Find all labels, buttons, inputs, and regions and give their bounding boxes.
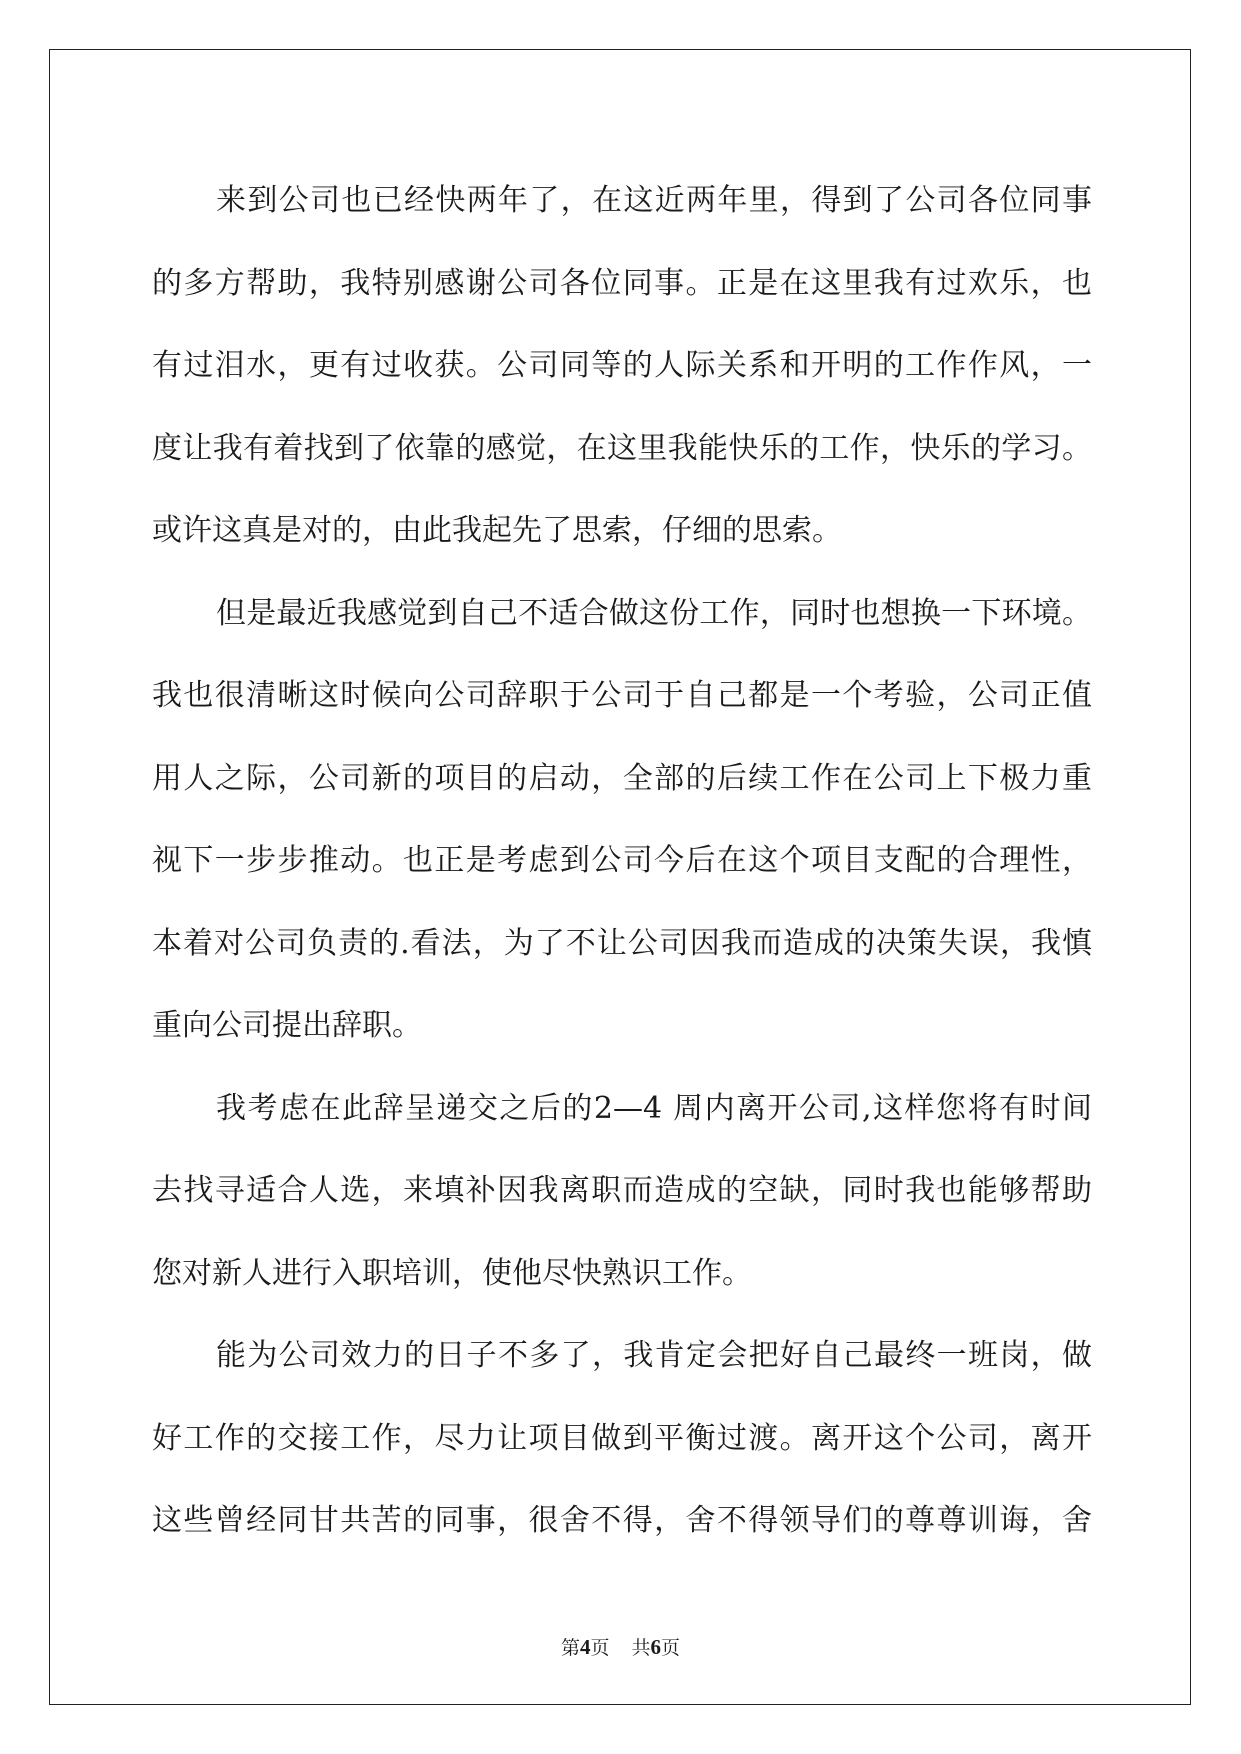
paragraph-2-line-5: 本着对公司负责的.看法，为了不让公司因我而造成的决策失误，我慎: [152, 925, 1092, 961]
footer-total-prefix: 共: [631, 1637, 651, 1659]
paragraph-2-line-6: 重向公司提出辞职。: [152, 1008, 422, 1043]
paragraph-1-line-2: 的多方帮助，我特别感谢公司各位同事。正是在这里我有过欢乐，也: [152, 265, 1092, 301]
paragraph-3-line-3: 您对新人进行入职培训，使他尽快熟识工作。: [152, 1255, 752, 1291]
footer-page-suffix: 页: [590, 1637, 610, 1659]
paragraph-2-line-1: 但是最近我感觉到自己不适合做这份工作，同时也想换一下环境。: [216, 595, 1092, 631]
paragraph-2-line-4: 视下一步步推动。也正是考虑到公司今后在这个项目支配的合理性，: [152, 843, 1092, 878]
page-footer: [0, 1633, 1241, 1660]
paragraph-1-line-5: 或许这真是对的，由此我起先了思索，仔细的思索。: [152, 513, 842, 548]
paragraph-4-line-3: 这些曾经同甘共苦的同事，很舍不得，舍不得领导们的尊尊训诲，舍: [152, 1503, 1092, 1538]
paragraph-3-line-2: 去找寻适合人选，来填补因我离职而造成的空缺，同时我也能够帮助: [152, 1173, 1092, 1208]
paragraph-1-line-4: 度让我有着找到了依靠的感觉，在这里我能快乐的工作，快乐的学习。: [152, 430, 1092, 466]
footer-prefix: 第: [560, 1637, 580, 1659]
paragraph-2-line-3: 用人之际，公司新的项目的启动，全部的后续工作在公司上下极力重: [152, 760, 1092, 796]
current-page-number: 4: [579, 1635, 591, 1659]
footer-total-suffix: 页: [661, 1637, 681, 1659]
total-pages-number: 6: [650, 1635, 662, 1659]
paragraph-2-line-2: 我也很清晰这时候向公司辞职于公司于自己都是一个考验，公司正值: [152, 678, 1092, 713]
paragraph-1-line-3: 有过泪水，更有过收获。公司同等的人际关系和开明的工作作风，一: [152, 348, 1092, 383]
paragraph-4-line-1: 能为公司效力的日子不多了，我肯定会把好自己最终一班岗，做: [216, 1338, 1092, 1373]
document-body: [152, 160, 1092, 1563]
paragraph-4-line-2: 好工作的交接工作，尽力让项目做到平衡过渡。离开这个公司，离开: [152, 1420, 1092, 1456]
paragraph-1-line-1: 来到公司也已经快两年了，在这近两年里，得到了公司各位同事: [216, 183, 1092, 218]
paragraph-3-line-1: 我考虑在此辞呈递交之后的2—4 周内离开公司,这样您将有时间: [216, 1090, 1092, 1126]
